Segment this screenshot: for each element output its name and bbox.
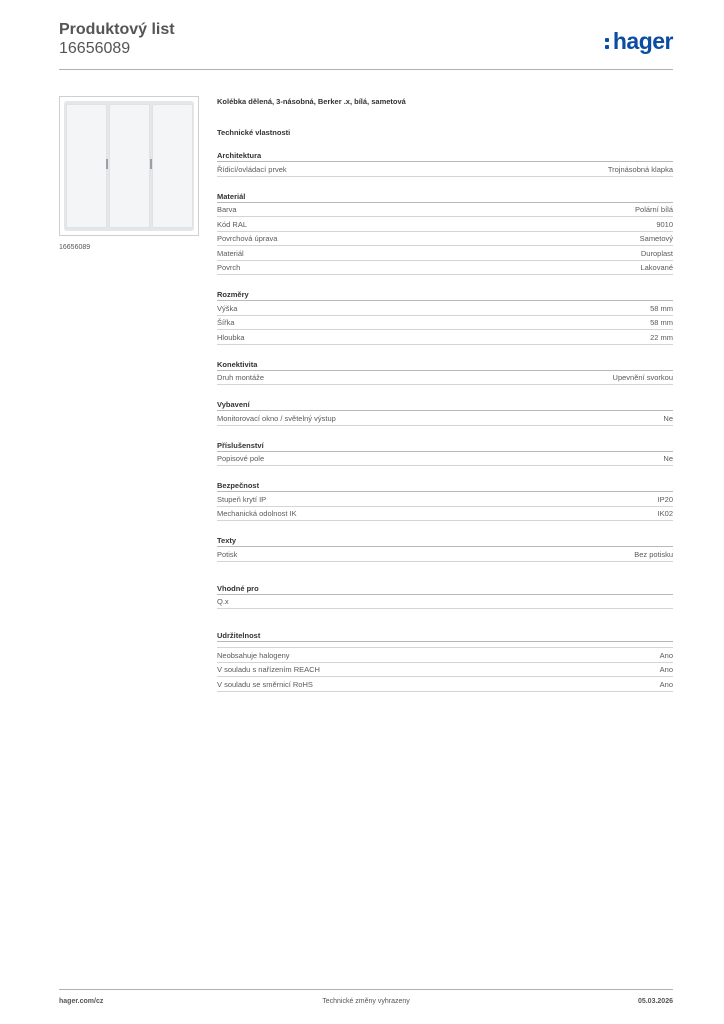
spec-label: Stupeň krytí IP	[217, 494, 267, 504]
spec-row	[217, 217, 673, 232]
spec-section	[217, 151, 673, 177]
spec-row	[217, 316, 673, 331]
spec-section	[217, 290, 673, 345]
spec-value: 22 mm	[650, 332, 673, 342]
section-title: Vhodné pro	[217, 584, 673, 595]
spec-label: V souladu se směrnicí RoHS	[217, 679, 313, 689]
spec-value: Ne	[663, 454, 673, 463]
spec-label: Šířka	[217, 318, 235, 327]
spec-section	[217, 441, 673, 467]
section-title: Konektivita	[217, 360, 673, 371]
section-title: Příslušenství	[217, 441, 673, 452]
spec-section	[217, 400, 673, 426]
logo-text: hager	[612, 28, 673, 54]
rocker-switch-illustration	[64, 101, 194, 231]
spec-row	[217, 330, 673, 345]
hager-logo	[605, 28, 673, 55]
spec-value: IP20	[657, 494, 673, 504]
rocker-middle	[109, 104, 150, 228]
spec-value: IK02	[657, 509, 673, 518]
spec-label: Druh montáže	[217, 373, 265, 382]
footer-date: 05.03.2026	[637, 998, 673, 1005]
spec-row	[217, 648, 673, 663]
spec-row	[217, 203, 673, 218]
section-title: Bezpečnost	[217, 481, 673, 492]
spec-value: Lakované	[640, 263, 673, 272]
image-caption: 16656089	[59, 244, 91, 251]
spec-value: Trojnásobná klapka	[607, 164, 673, 174]
spec-label: Popisové pole	[217, 454, 265, 463]
section-title: Architektura	[217, 151, 673, 162]
section-title: Vybavení	[217, 400, 673, 411]
spec-label: Výška	[217, 303, 238, 313]
section-title: Rozměry	[217, 290, 673, 301]
spec-row	[217, 677, 673, 692]
spec-row	[217, 492, 673, 507]
section-title: Materiál	[217, 192, 673, 203]
page-title: Produktový list	[59, 21, 175, 38]
footer-notice: Technické změny vyhrazeny	[322, 998, 410, 1005]
spec-row	[217, 371, 673, 386]
page-header	[59, 20, 673, 68]
spec-label: Barva	[217, 205, 237, 214]
spec-label: Řídicí/ovládací prvek	[217, 164, 287, 174]
spec-section	[217, 536, 673, 562]
section-title: Texty	[217, 536, 673, 547]
indicator-slot	[106, 159, 108, 169]
spec-label: Hloubka	[217, 332, 245, 342]
spec-row	[217, 301, 673, 316]
rocker-right	[152, 104, 193, 228]
spec-label: Potisk	[217, 549, 238, 559]
tech-heading: Technické vlastnosti	[217, 128, 291, 137]
spec-label: Monitorovací okno / světelný výstup	[217, 413, 336, 423]
logo-dots-icon	[605, 36, 610, 50]
product-name: Kolébka dělená, 3-násobná, Berker .x, bílá, sametová	[217, 97, 406, 106]
section-title: Udržitelnost	[217, 631, 673, 642]
spec-label: Povrch	[217, 263, 241, 272]
spec-value: Ne	[663, 413, 673, 423]
spec-value: 58 mm	[650, 303, 673, 313]
spec-label: Mechanická odolnost IK	[217, 509, 297, 518]
spec-label: V souladu s nařízením REACH	[217, 665, 320, 674]
spec-row	[217, 232, 673, 247]
product-number: 16656089	[59, 40, 131, 57]
spec-sections	[217, 151, 673, 692]
spec-value: 58 mm	[650, 318, 673, 327]
spec-label: Kód RAL	[217, 219, 248, 229]
spec-value: 9010	[656, 219, 673, 229]
spec-row	[217, 261, 673, 276]
product-details	[217, 96, 673, 692]
spec-row	[217, 595, 673, 610]
spec-row	[217, 507, 673, 522]
spec-label: Materiál	[217, 248, 244, 258]
spec-label: Povrchová úprava	[217, 234, 278, 243]
rocker-left	[66, 104, 107, 228]
spec-section	[217, 360, 673, 386]
spec-value: Polární bílá	[635, 205, 673, 214]
spec-section	[217, 631, 673, 692]
spec-row	[217, 246, 673, 261]
spec-row	[217, 162, 673, 177]
header-divider	[59, 69, 673, 70]
spec-value: Ano	[659, 650, 673, 660]
spec-label: Neobsahuje halogeny	[217, 650, 290, 660]
spec-section	[217, 192, 673, 276]
spec-value: Sametový	[639, 234, 673, 243]
footer-website: hager.com/cz	[59, 998, 104, 1005]
spec-row	[217, 452, 673, 467]
spec-row	[217, 547, 673, 562]
spec-value: Ano	[659, 679, 673, 689]
spec-section	[217, 481, 673, 521]
spec-row	[217, 663, 673, 678]
spec-value: Ano	[659, 665, 673, 674]
indicator-slot	[150, 159, 152, 169]
spec-value: Upevnění svorkou	[612, 373, 673, 382]
spec-label: Q.x	[217, 597, 229, 606]
product-image	[59, 96, 199, 236]
footer-divider	[59, 989, 673, 990]
spec-row	[217, 411, 673, 426]
spec-value: Duroplast	[640, 248, 673, 258]
spec-value: Bez potisku	[634, 549, 673, 559]
spec-section	[217, 584, 673, 610]
